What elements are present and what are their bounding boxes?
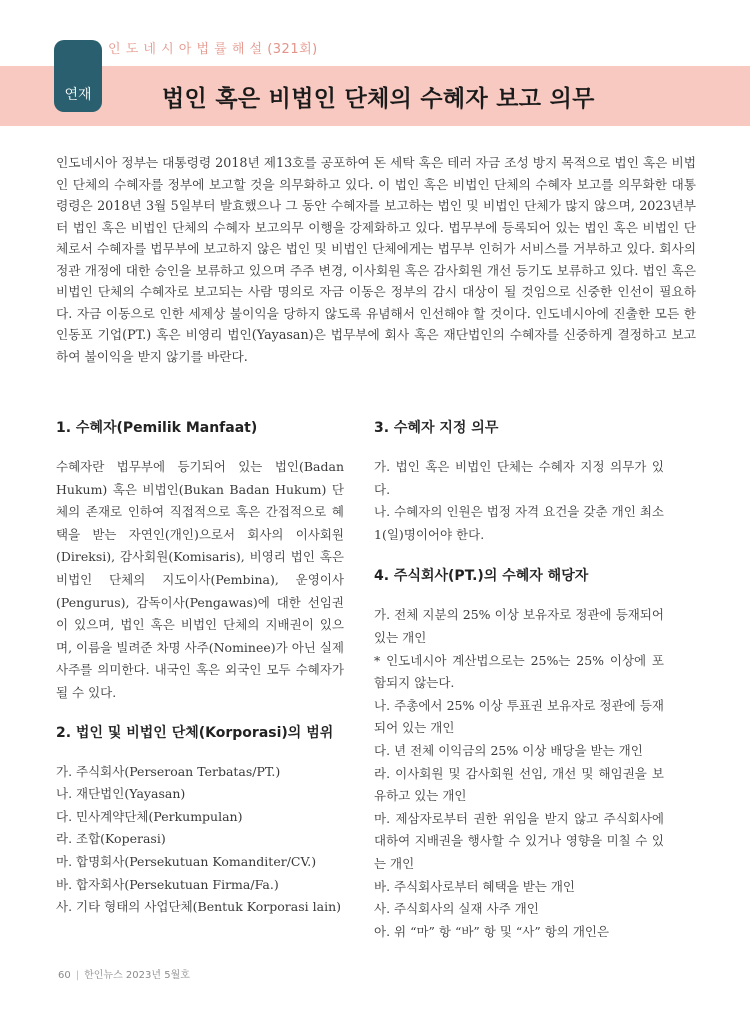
- section-3-list: [374, 456, 664, 546]
- list-item: 아. 위 “마” 항 “바” 항 및 “사” 항의 개인은: [374, 923, 610, 939]
- list-item: 마. 합명회사(Persekutuan Komanditer/CV.): [56, 853, 317, 869]
- serial-label: 연재: [64, 87, 92, 103]
- list-item: 가. 전체 지분의 25% 이상 보유자로 정관에 등재되어 있는 개인: [374, 607, 664, 645]
- series-label: 인 도 네 시 아 법 률 해 설 (321회): [108, 42, 318, 57]
- list-item: 가. 주식회사(Perseroan Terbatas/PT.): [56, 763, 281, 779]
- list-item: 사. 주식회사의 실재 사주 개인: [374, 901, 539, 917]
- article-title: 법인 혹은 비법인 단체의 수혜자 보고 의무: [162, 86, 595, 112]
- section-1-body: 수혜자란 법무부에 등기되어 있는 법인(Badan Hukum) 혹은 비법인(Bukan Badan Hukum) 단체의 존재로 인하여 직접적으로 혹은 간접적으로 혜택을 받는 자연인(개인)으로서 회사의 이사회원(Direksi), 감사회원(Komisaris), 비영리 법인 혹은 비법인 단체의 지도이사(Pembina), 운영이사(Pengurus), 감독이사(Pengawas)에 대한 선임권이 있으며, 법인 혹은 비법인 단체의 지배권이 있으며, 이름을 빌려준 차명 사주(Nominee)가 아닌 실제 사주를 의미한다. 내국인 혹은 외국인 모두 수혜자가 될 수 있다.: [56, 459, 344, 700]
- intro-paragraph: [56, 152, 696, 367]
- footer-divider: |: [75, 970, 80, 981]
- list-item: 나. 주총에서 25% 이상 투표권 보유자로 정관에 등재되어 있는 개인: [374, 697, 664, 736]
- right-column: [374, 418, 664, 963]
- section-2-heading: 2. 법인 및 비법인 단체(Korporasi)의 범위: [56, 724, 334, 741]
- list-item: 바. 주식회사로부터 혜택을 받는 개인: [374, 878, 575, 894]
- section-4-list: [374, 604, 664, 943]
- list-item: 바. 합자회사(Persekutuan Firma/Fa.): [56, 876, 279, 892]
- section-2-list: [56, 761, 344, 919]
- list-item: 라. 이사회원 및 감사회원 선임, 개선 및 해임권을 보유하고 있는 개인: [374, 765, 664, 804]
- list-item: 다. 년 전체 이익금의 25% 이상 배당을 받는 개인: [374, 742, 643, 758]
- intro-text: 인도네시아 정부는 대통령령 2018년 제13호를 공포하여 돈 세탁 혹은 테러 자금 조성 방지 목적으로 법인 혹은 비법인 단체의 수혜자를 정부에 보고할 것을 의무화하고 있다. 이 법인 혹은 비법인 단체의 수혜자 보고를 의무화한 대통령령은 2018년 3월 5일부터 발효했으나 그 동안 수혜자를 보고하는 법인 및 비법인 단체가 많지 않으며, 2023년부터 법인 혹은 비법인 단체의 수혜자 보고의무 이행을 강제화하고 있다. 법무부에 등록되어 있는 법인 혹은 비법인 단체로서 수혜자를 법무부에 보고하지 않은 법인 및 비법인 단체에게는 법무부 인허가 서비스를 거부하고 있다. 회사의 정관 개정에 대한 승인을 보류하고 있으며 주주 변경, 이사회원 혹은 감사회원 개선 등기도 보류하고 있다. 법인 혹은 비법인 단체의 수혜자로 보고되는 사람 명의로 자금 이동은 정부의 감시 대상이 될 것임으로 신중한 인선이 필요하다. 자금 이동으로 인한 세제상 불이익을 당하지 않도록 유념해서 인선해야 할 것이다. 인도네시아에 진출한 모든 한인동포 기업(PT.) 혹은 비영리 법인(Yayasan)은 법무부에 회사 혹은 재단법인의 수혜자를 신중하게 결정하고 보고하여 불이익을 받지 않기를 바란다.: [56, 155, 696, 364]
- list-item: 마. 제삼자로부터 권한 위임을 받지 않고 주식회사에 대하여 지배권을 행사할 수 있거나 영향을 미칠 수 있는 개인: [374, 810, 664, 871]
- page-footer: [58, 966, 190, 981]
- publication-name: 한인뉴스 2023년 5월호: [84, 970, 190, 981]
- section-3-heading: 3. 수혜자 지정 의무: [374, 420, 499, 436]
- list-item: 나. 재단법인(Yayasan): [56, 786, 186, 802]
- section-4-heading: 4. 주식회사(PT.)의 수혜자 해당자: [374, 568, 589, 585]
- left-column: [56, 418, 344, 939]
- list-item: 가. 법인 혹은 비법인 단체는 수혜자 지정 의무가 있다.: [374, 459, 664, 497]
- list-item: 사. 기타 형태의 사업단체(Bentuk Korporasi lain): [56, 899, 341, 915]
- list-item: 나. 수혜자의 인원은 법정 자격 요건을 갖춘 개인 최소 1(일)명이어야 한다.: [374, 504, 664, 542]
- list-item: 다. 민사계약단체(Perkumpulan): [56, 808, 243, 824]
- page-number: 60: [58, 970, 71, 981]
- section-1-heading: 1. 수혜자(Pemilik Manfaat): [56, 420, 258, 436]
- list-item: * 인도네시아 계산법으로는 25%는 25% 이상에 포함되지 않는다.: [374, 652, 664, 691]
- list-item: 라. 조합(Koperasi): [56, 831, 166, 847]
